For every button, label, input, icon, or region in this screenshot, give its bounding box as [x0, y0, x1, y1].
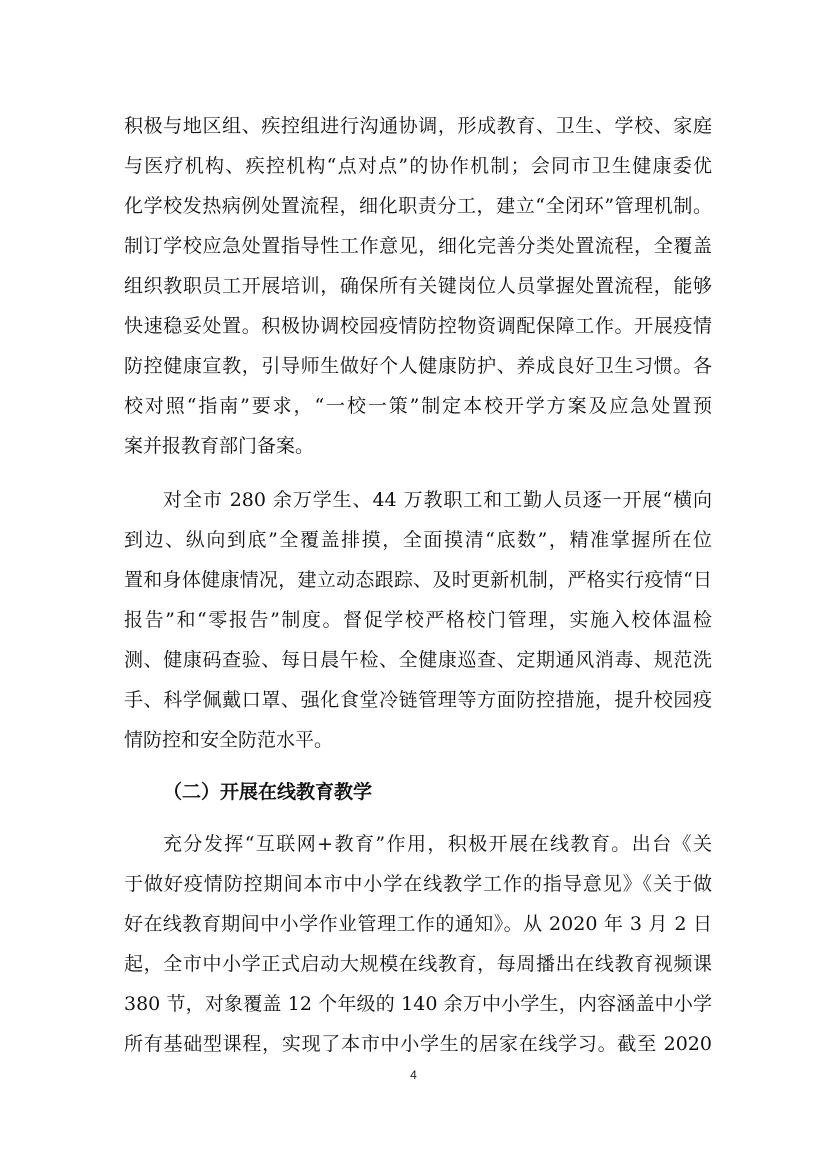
text-line: 对全市 280 余万学生、44 万教职工和工勤人员逐一开展“横向 — [163, 489, 712, 511]
text-line: 于做好疫情防控期间本市中小学在线教学工作的指导意见》《关于做 — [124, 873, 712, 895]
page-number: 4 — [410, 1068, 417, 1082]
text-line: 好在线教育期间中小学作业管理工作的通知》。从 2020 年 3 月 2 日 — [124, 913, 712, 935]
text-line: 快速稳妥处置。积极协调校园疫情防控物资调配保障工作。开展疫情 — [124, 315, 712, 337]
text-line: 组织教职员工开展培训，确保所有关键岗位人员掌握处置流程，能够 — [124, 275, 712, 297]
text-line: 防控健康宣教，引导师生做好个人健康防护、养成良好卫生习惯。各 — [124, 355, 712, 377]
text-line: 情防控和安全防范水平。 — [124, 729, 334, 751]
text-line: 充分发挥“互联网+教育”作用，积极开展在线教育。出台《关 — [163, 833, 712, 855]
section-heading: （二）开展在线教育教学 — [163, 781, 373, 803]
text-line: 380 节，对象覆盖 12 个年级的 140 余万中小学生，内容涵盖中小学 — [124, 993, 712, 1015]
text-line: 与医疗机构、疾控机构“点对点”的协作机制；会同市卫生健康委优 — [124, 155, 712, 177]
text-line: 制订学校应急处置指导性工作意见，细化完善分类处置流程，全覆盖 — [124, 235, 712, 257]
text-line: 化学校发热病例处置流程，细化职责分工，建立“全闭环”管理机制。 — [124, 195, 712, 217]
text-line: 到边、纵向到底”全覆盖排摸，全面摸清“底数”，精准掌握所在位 — [124, 529, 712, 551]
text-line: 案并报教育部门备案。 — [124, 435, 315, 457]
text-line: 手、科学佩戴口罩、强化食堂冷链管理等方面防控措施，提升校园疫 — [124, 689, 712, 711]
text-line: 测、健康码查验、每日晨午检、全健康巡查、定期通风消毒、规范洗 — [124, 649, 712, 671]
text-line: 校对照“指南”要求，“一校一策”制定本校开学方案及应急处置预 — [124, 395, 712, 417]
text-line: 起，全市中小学正式启动大规模在线教育，每周播出在线教育视频课 — [124, 953, 712, 975]
text-line: 报告”和“零报告”制度。督促学校严格校门管理，实施入校体温检 — [124, 609, 712, 631]
text-line: 积极与地区组、疾控组进行沟通协调，形成教育、卫生、学校、家庭 — [124, 115, 712, 137]
text-line: 置和身体健康情况，建立动态跟踪、及时更新机制，严格实行疫情“日 — [124, 569, 712, 591]
text-line: 所有基础型课程，实现了本市中小学生的居家在线学习。截至 2020 — [124, 1033, 712, 1055]
